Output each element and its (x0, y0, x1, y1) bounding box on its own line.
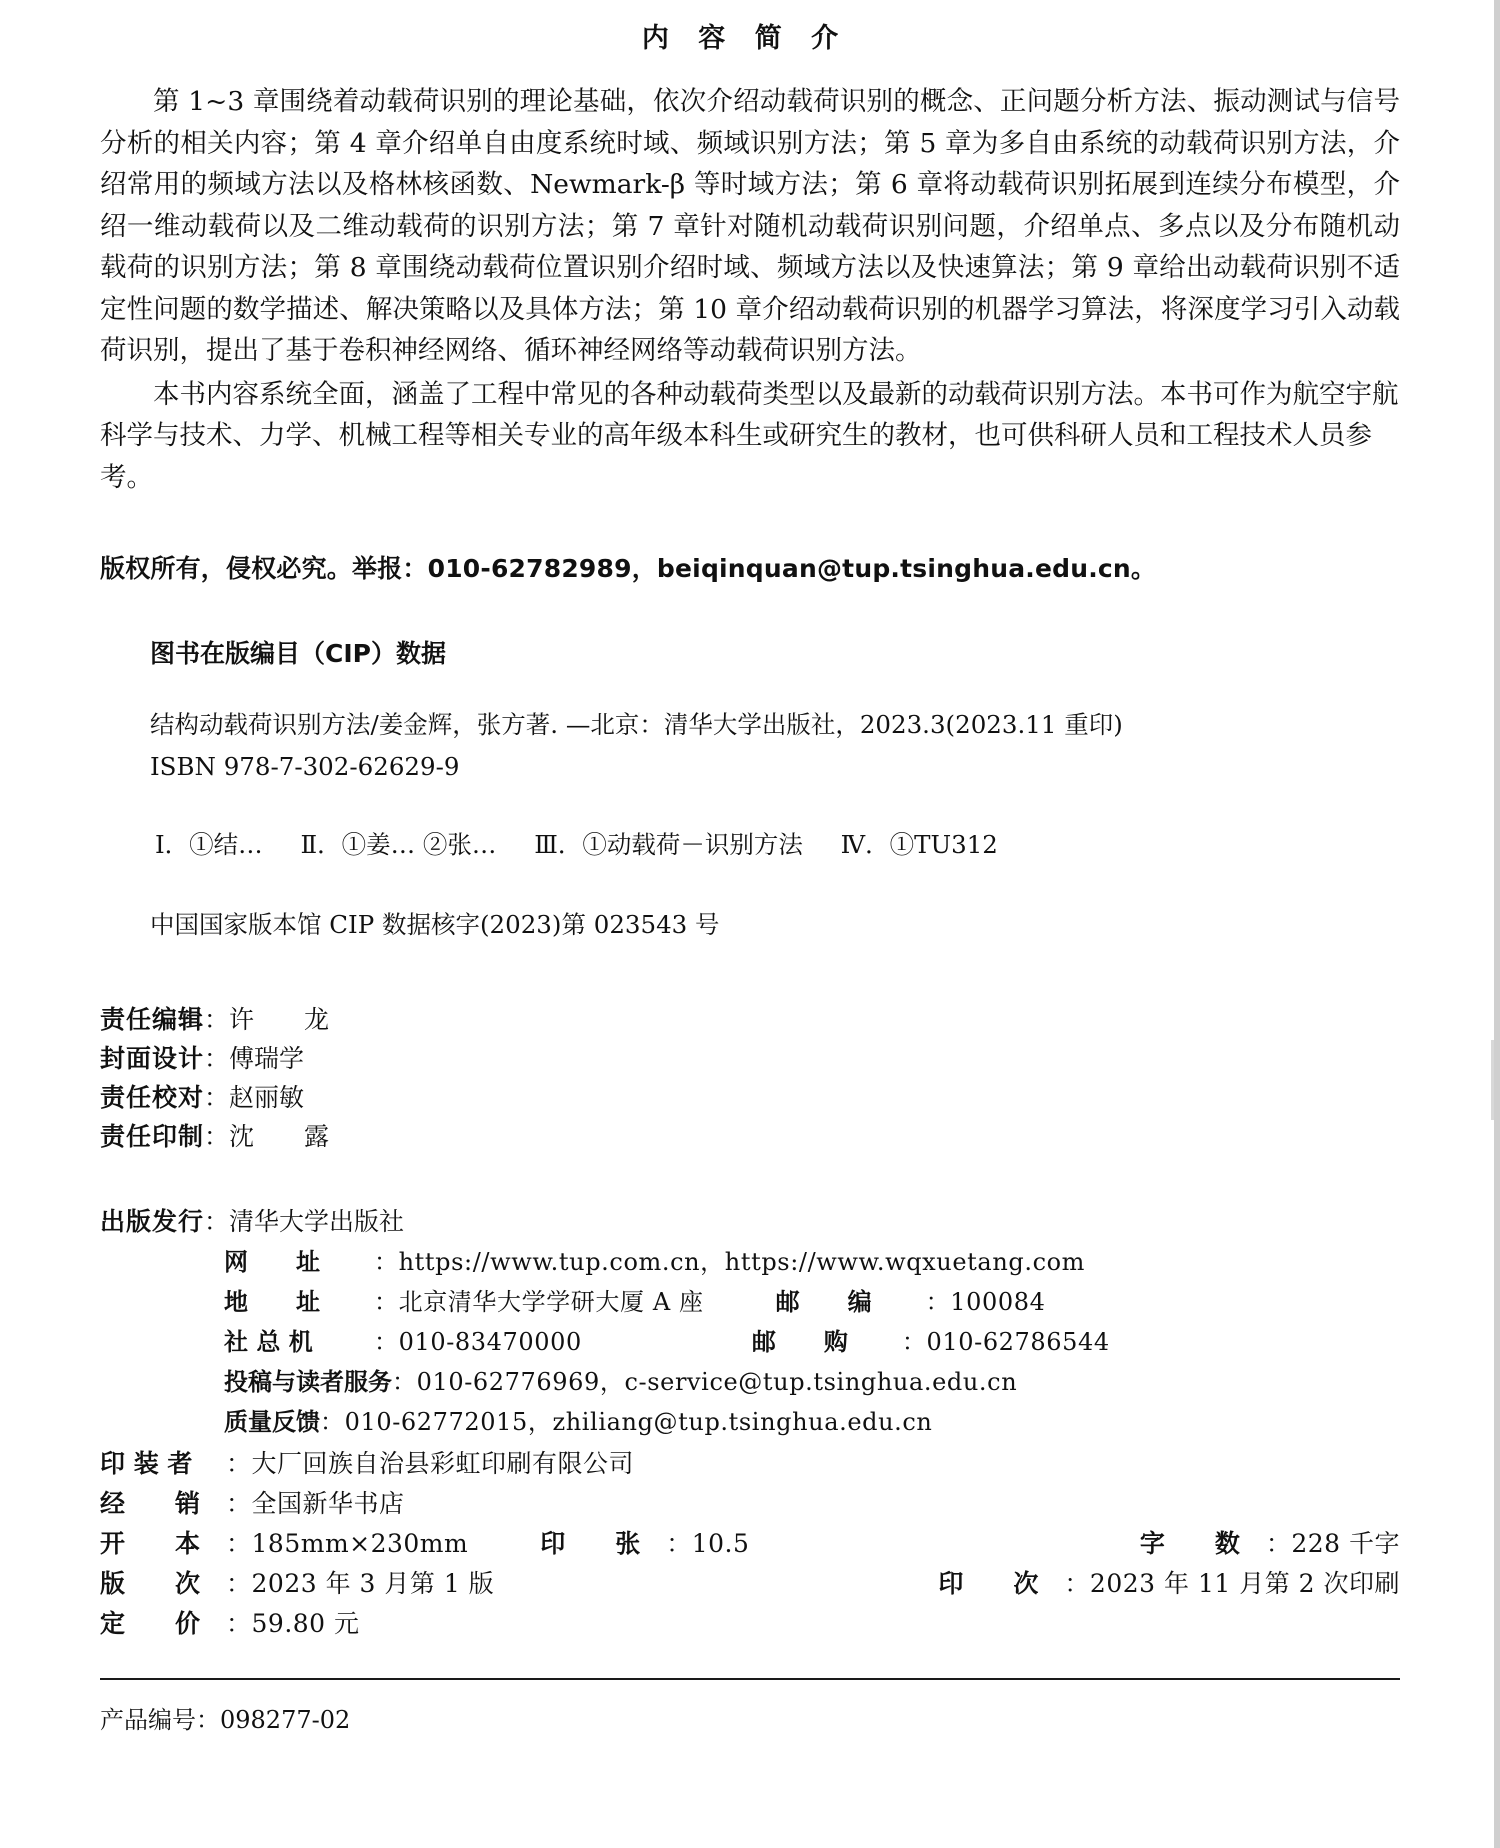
staff-value: 沈 露 (229, 1122, 330, 1151)
scan-artifact (1491, 1040, 1494, 1120)
intro-paragraph-2: 本书内容系统全面，涵盖了工程中常见的各种动载荷类型以及最新的动载荷识别方法。本书可作为航空宇航科学与技术、力学、机械工程等相关专业的高年级本科生或研究生的教材，也可供科研人员和工程技术人员参考。 (100, 378, 1399, 493)
introduction-section (100, 81, 1400, 498)
staff-label: 责任印制 (100, 1122, 205, 1151)
spec-label-printing: 印 次 (938, 1569, 1039, 1598)
footer-divider (100, 1678, 1400, 1680)
contact-row-feedback: 质量反馈 ： 010-62772015，zhiliang@tup.tsinghua.edu.cn (224, 1402, 1500, 1442)
spec-value-printing: 2023 年 11 月第 2 次印刷 (1089, 1569, 1400, 1598)
cip-class-4: Ⅳ．①TU312 (840, 830, 998, 859)
contact-value: 北京清华大学学研大厦 A 座 (398, 1288, 704, 1316)
publisher-value: 清华大学出版社 (229, 1207, 405, 1236)
contact-row-switchboard: 社 总 机 ： 010-83470000 邮 购 ：010-62786544 (224, 1322, 1500, 1362)
contact-row-submission: 投稿与读者服务 ： 010-62776969，c-service@tup.tsinghua.edu.cn (224, 1362, 1500, 1402)
spec-value: 大厂回族自治县彩虹印刷有限公司 (251, 1449, 635, 1478)
cip-heading: 图书在版编目（CIP）数据 (150, 639, 446, 668)
cip-body (150, 704, 1500, 788)
spec-label: 版 次 (100, 1569, 201, 1598)
specification-section (100, 1444, 1500, 1644)
spec-group-printing: 印 次 ： 2023 年 11 月第 2 次印刷 (938, 1564, 1400, 1604)
spec-row-distributor: 经 销 ： 全国新华书店 (100, 1484, 1500, 1524)
cip-isbn-line: ISBN 978-7-302-62629-9 (150, 752, 460, 781)
cip-classification (155, 824, 1500, 866)
spec-value: 59.80 元 (251, 1609, 360, 1638)
cip-archive-number: 中国国家版本馆 CIP 数据核字(2023)第 023543 号 (150, 910, 720, 939)
product-number-label: 产品编号： (100, 1706, 220, 1734)
contact-list (224, 1242, 1500, 1442)
spec-label: 印 装 者 (100, 1449, 193, 1478)
staff-row: 责任印制：沈 露 (100, 1122, 330, 1151)
staff-row: 责任编辑：许 龙 (100, 1005, 330, 1034)
contact-label: 网 址 (224, 1248, 320, 1276)
spec-row-price: 定 价 ： 59.80 元 (100, 1604, 1500, 1644)
cip-class-3: Ⅲ．①动载荷－识别方法 (534, 830, 803, 859)
staff-label: 责任校对 (100, 1083, 205, 1112)
contact-value-secondary: 100084 (950, 1288, 1046, 1316)
contact-label: 质量反馈 (224, 1408, 320, 1436)
staff-value: 许 龙 (229, 1005, 330, 1034)
publisher-label: 出版发行 (100, 1207, 205, 1236)
staff-row: 封面设计：傅瑞学 (100, 1044, 305, 1073)
contact-label: 社 总 机 (224, 1328, 313, 1356)
spec-label-sheets: 印 张 (540, 1529, 641, 1558)
contact-row-website: 网 址 ： https://www.tup.com.cn，https://www.wqxuetang.com (224, 1242, 1500, 1282)
spec-label-wordcount: 字 数 (1139, 1529, 1240, 1558)
spec-value-sheets: 10.5 (691, 1529, 750, 1558)
publisher-section (100, 1202, 1500, 1442)
product-number (100, 1702, 1500, 1738)
staff-value: 赵丽敏 (229, 1083, 305, 1112)
cip-class-2: Ⅱ．①姜… ②张… (300, 830, 497, 859)
staff-label: 封面设计 (100, 1044, 205, 1073)
cip-title-line: 结构动载荷识别方法/姜金辉，张方著. —北京：清华大学出版社，2023.3(2023.11 重印) (150, 710, 1123, 739)
spec-value: 185mm×230mm (251, 1529, 469, 1558)
publisher-row: 出版发行：清华大学出版社 (100, 1207, 405, 1236)
product-number-value: 098277-02 (220, 1706, 351, 1734)
staff-label: 责任编辑 (100, 1005, 205, 1034)
page-edge-artifact (1494, 0, 1500, 1848)
spec-row-printer: 印 装 者 ： 大厂回族自治县彩虹印刷有限公司 (100, 1444, 1500, 1484)
contact-row-address: 地 址 ： 北京清华大学学研大厦 A 座 邮 编 ：100084 (224, 1282, 1500, 1322)
staff-section (100, 1000, 1500, 1156)
intro-paragraph-1: 第 1~3 章围绕着动载荷识别的理论基础，依次介绍动载荷识别的概念、正问题分析方法、振动测试与信号分析的相关内容；第 4 章介绍单自由度系统时域、频域识别方法；第 5 章为多自由系统的动载荷识别方法，介绍常用的频域方法以及格林核函数、Newmark-β 等时域方法；第 6 章将动载荷识别拓展到连续分布模型，介绍一维动载荷以及二维动载荷的识别方法；第 7 章针对随机动载荷识别问题，介绍单点、多点以及分布随机动载荷的识别方法；第 8 章围绕动载荷位置识别介绍时域、频域方法以及快速算法；第 9 章给出动载荷识别不适定性问题的数学描述、解决策略以及具体方法；第 10 章介绍动载荷识别的机器学习算法，将深度学习引入动载荷识别，提出了基于卷积神经网络、循环神经网络等动载荷识别方法。 (100, 86, 1400, 366)
contact-value: https://www.tup.com.cn，https://www.wqxuetang.com (398, 1248, 1086, 1276)
contact-label: 地 址 (224, 1288, 320, 1316)
contact-value: 010-62772015，zhiliang@tup.tsinghua.edu.cn (344, 1408, 933, 1436)
spec-label: 定 价 (100, 1609, 201, 1638)
contact-label-secondary: 邮 购 (751, 1328, 848, 1356)
staff-row: 责任校对：赵丽敏 (100, 1083, 305, 1112)
contact-value: 010-62776969，c-service@tup.tsinghua.edu.cn (416, 1368, 1018, 1396)
cip-class-1: Ⅰ．①结… (155, 830, 263, 859)
spec-value-wordcount: 228 千字 (1291, 1529, 1400, 1558)
contact-value: 010-83470000 (398, 1328, 582, 1356)
copyright-notice: 版权所有，侵权必究。举报：010-62782989，beiqinquan@tup.tsinghua.edu.cn。 (100, 554, 1157, 583)
contact-value-secondary: 010-62786544 (926, 1328, 1110, 1356)
spec-row-format: 开 本 ： 185mm×230mm 印 张 ： 10.5 字 数 ： 228 千字 (100, 1524, 1500, 1564)
page-title: 内 容 简 介 (641, 23, 849, 54)
contact-label-secondary: 邮 编 (775, 1288, 872, 1316)
spec-value: 全国新华书店 (251, 1489, 405, 1518)
spec-label: 开 本 (100, 1529, 201, 1558)
spec-group-wordcount: 字 数 ： 228 千字 (1140, 1524, 1400, 1564)
spec-row-edition: 版 次 ： 2023 年 3 月第 1 版 印 次 ： 2023 年 11 月第 2 次印刷 (100, 1564, 1500, 1604)
staff-value: 傅瑞学 (229, 1044, 305, 1073)
spec-value: 2023 年 3 月第 1 版 (251, 1569, 495, 1598)
spec-label: 经 销 (100, 1489, 201, 1518)
contact-label: 投稿与读者服务 (224, 1368, 392, 1396)
